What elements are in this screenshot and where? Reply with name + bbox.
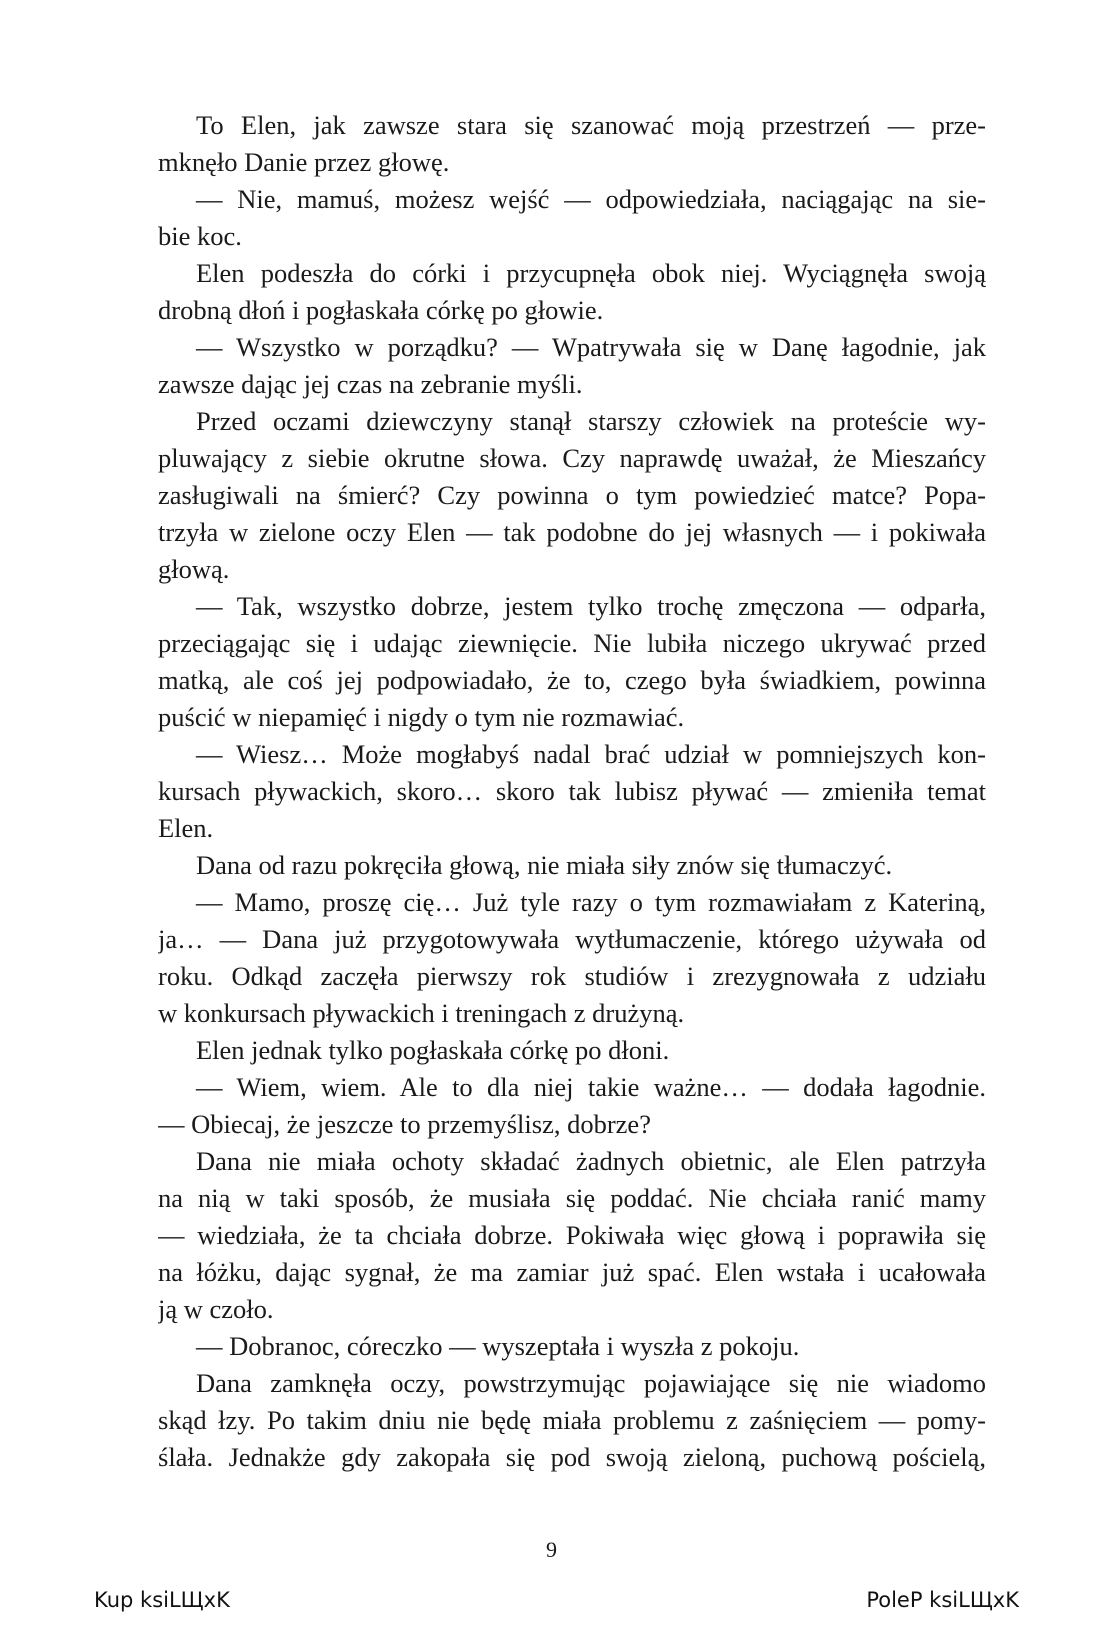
text-line: Przed oczami dziewczyny stanął starszy człowiek na proteście wy-: [196, 406, 986, 436]
text-line: bie koc.: [158, 221, 242, 251]
text-line: mknęło Danie przez głowę.: [158, 147, 450, 177]
text-line: — wiedziała, że ta chciała dobrze. Pokiwała więc głową i poprawiła się: [158, 1220, 986, 1250]
text-line: — Wiem, wiem. Ale to dla niej takie ważne… — dodała łagodnie.: [196, 1072, 986, 1102]
text-line: na nią w taki sposób, że musiała się poddać. Nie chciała ranić mamy: [158, 1183, 986, 1213]
text-line: skąd łzy. Po takim dniu nie będę miała problemu z zaśnięciem — pomy-: [158, 1405, 986, 1435]
text-line: — Nie, mamuś, możesz wejść — odpowiedziała, naciągając na sie-: [196, 184, 986, 214]
text-line: przeciągając się i udając ziewnięcie. Nie lubiła niczego ukrywać przed: [158, 628, 986, 658]
text-line: Dana nie miała ochoty składać żadnych obietnic, ale Elen patrzyła: [196, 1146, 986, 1176]
text-line: na łóżku, dając sygnał, że ma zamiar już spać. Elen wstała i ucałowała: [158, 1257, 986, 1287]
text-line: — Dobranoc, córeczko — wyszeptała i wyszła z pokoju.: [196, 1331, 800, 1361]
text-line: roku. Odkąd zaczęła pierwszy rok studiów i zrezygnowała z udziału: [158, 961, 986, 991]
text-line: trzyła w zielone oczy Elen — tak podobne do jej własnych — i pokiwała: [158, 517, 986, 547]
text-line: zasługiwali na śmierć? Czy powinna o tym powiedzieć matce? Popa-: [158, 480, 986, 510]
text-line: — Mamo, proszę cię… Już tyle razy o tym rozmawiałam z Kateriną,: [196, 887, 986, 917]
text-line: ją w czoło.: [158, 1294, 274, 1324]
text-line: zawsze dając jej czas na zebranie myśli.: [158, 369, 583, 399]
text-line: pluwający z siebie okrutne słowa. Czy naprawdę uważał, że Mieszańcy: [158, 443, 986, 473]
text-line: Elen podeszła do córki i przycupnęła obok niej. Wyciągnęła swoją: [196, 258, 986, 288]
text-line: kursach pływackich, skoro… skoro tak lubisz pływać — zmieniła temat: [158, 776, 986, 806]
text-line: To Elen, jak zawsze stara się szanować moją przestrzeń — prze-: [196, 110, 986, 140]
text-line: w konkursach pływackich i treningach z drużyną.: [158, 998, 685, 1028]
page-number: 9: [546, 1537, 557, 1562]
text-line: matką, ale coś jej podpowiadało, że to, czego była świadkiem, powinna: [158, 665, 986, 695]
text-line: głową.: [158, 554, 230, 584]
text-line: Elen.: [158, 813, 214, 843]
text-line: ślała. Jednakże gdy zakopała się pod swoją zieloną, puchową pościelą,: [158, 1442, 986, 1472]
text-line: — Obiecaj, że jeszcze to przemyślisz, dobrze?: [158, 1109, 651, 1139]
text-line: drobną dłoń i pogłaskała córkę po głowie.: [158, 295, 604, 325]
buy-book-link[interactable]: Kup ksiLЩxK: [94, 1588, 230, 1612]
text-line: ja… — Dana już przygotowywała wytłumaczenie, którego używała od: [158, 924, 986, 954]
text-line: Elen jednak tylko pogłaskała córkę po dłoni.: [196, 1035, 670, 1065]
text-line: puścić w niepamięć i nigdy o tym nie rozmawiać.: [158, 702, 685, 732]
text-line: — Wszystko w porządku? — Wpatrywała się w Danę łagodnie, jak: [196, 332, 986, 362]
body-text: [158, 107, 986, 1476]
text-line: — Tak, wszystko dobrze, jestem tylko trochę zmęczona — odparła,: [196, 591, 986, 621]
recommend-book-link[interactable]: PoleP ksiLЩxK: [866, 1588, 1019, 1612]
text-line: — Wiesz… Może mogłabyś nadal brać udział w pomniejszych kon-: [196, 739, 986, 769]
text-line: Dana zamknęła oczy, powstrzymując pojawiające się nie wiadomo: [196, 1368, 986, 1398]
text-line: Dana od razu pokręciła głową, nie miała siły znów się tłumaczyć.: [196, 850, 893, 880]
